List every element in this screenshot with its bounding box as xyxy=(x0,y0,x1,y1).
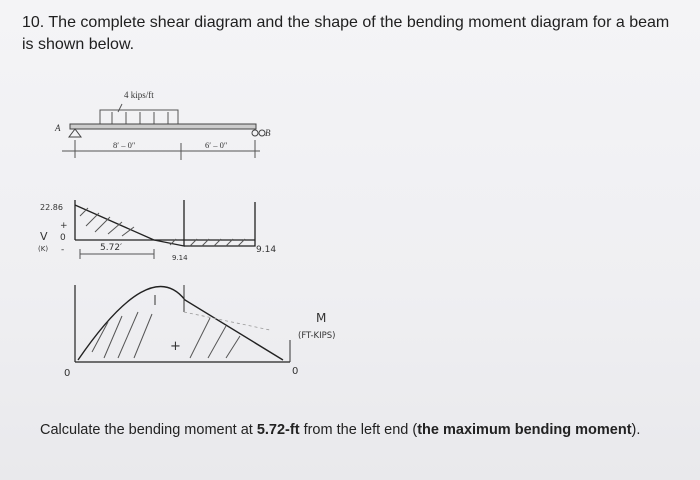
support-b-label: B xyxy=(265,128,271,138)
shear-line xyxy=(75,205,154,240)
label-leader xyxy=(118,104,122,112)
shear-unit-label: (K) xyxy=(38,245,49,253)
moment-zero-left: 0 xyxy=(64,368,71,379)
moment-diagram xyxy=(64,285,335,379)
support-a-label: A xyxy=(55,123,61,133)
problem-title: 10. The complete shear diagram and the shape of the bending moment diagram for a beam is shown below. xyxy=(22,14,670,53)
question-emphasis: the maximum bending moment xyxy=(417,422,632,438)
shear-zero-point-label: 5.72′ xyxy=(100,243,123,253)
roller-support-icon xyxy=(252,130,258,136)
shear-hatch-positive xyxy=(80,208,134,236)
question-prefix: Calculate the bending moment at xyxy=(40,422,257,438)
shear-axis-label: V xyxy=(40,230,48,243)
question-suffix: ). xyxy=(631,422,641,438)
distributed-load xyxy=(100,90,178,124)
span-left-label: 8′ – 0″ xyxy=(113,140,136,150)
shear-plus-sign: + xyxy=(60,221,68,231)
question-middle: from the left end ( xyxy=(299,422,418,438)
question-value: 5.72-ft xyxy=(256,422,300,438)
shear-negative-mid-label: 9.14 xyxy=(172,254,188,262)
shear-minus-sign: - xyxy=(61,245,65,255)
shear-diagram xyxy=(38,200,276,262)
shear-zero-label: 0 xyxy=(60,233,66,243)
moment-axis-label: M xyxy=(316,311,327,325)
question-text xyxy=(40,420,660,440)
span-right-label: 6′ – 0″ xyxy=(205,140,228,150)
shear-negative-end-label: 9.14 xyxy=(256,245,277,255)
moment-hatch xyxy=(92,312,240,358)
moment-unit-label: (FT-KIPS) xyxy=(298,331,336,341)
moment-zero-right: 0 xyxy=(292,366,299,377)
dimension-line xyxy=(62,140,260,160)
moment-plus-sign: + xyxy=(170,339,181,354)
shear-max-label: 22.86 xyxy=(40,203,63,212)
load-label: 4 kips/ft xyxy=(124,90,154,100)
beam xyxy=(70,124,256,129)
pin-support-icon xyxy=(69,129,81,137)
